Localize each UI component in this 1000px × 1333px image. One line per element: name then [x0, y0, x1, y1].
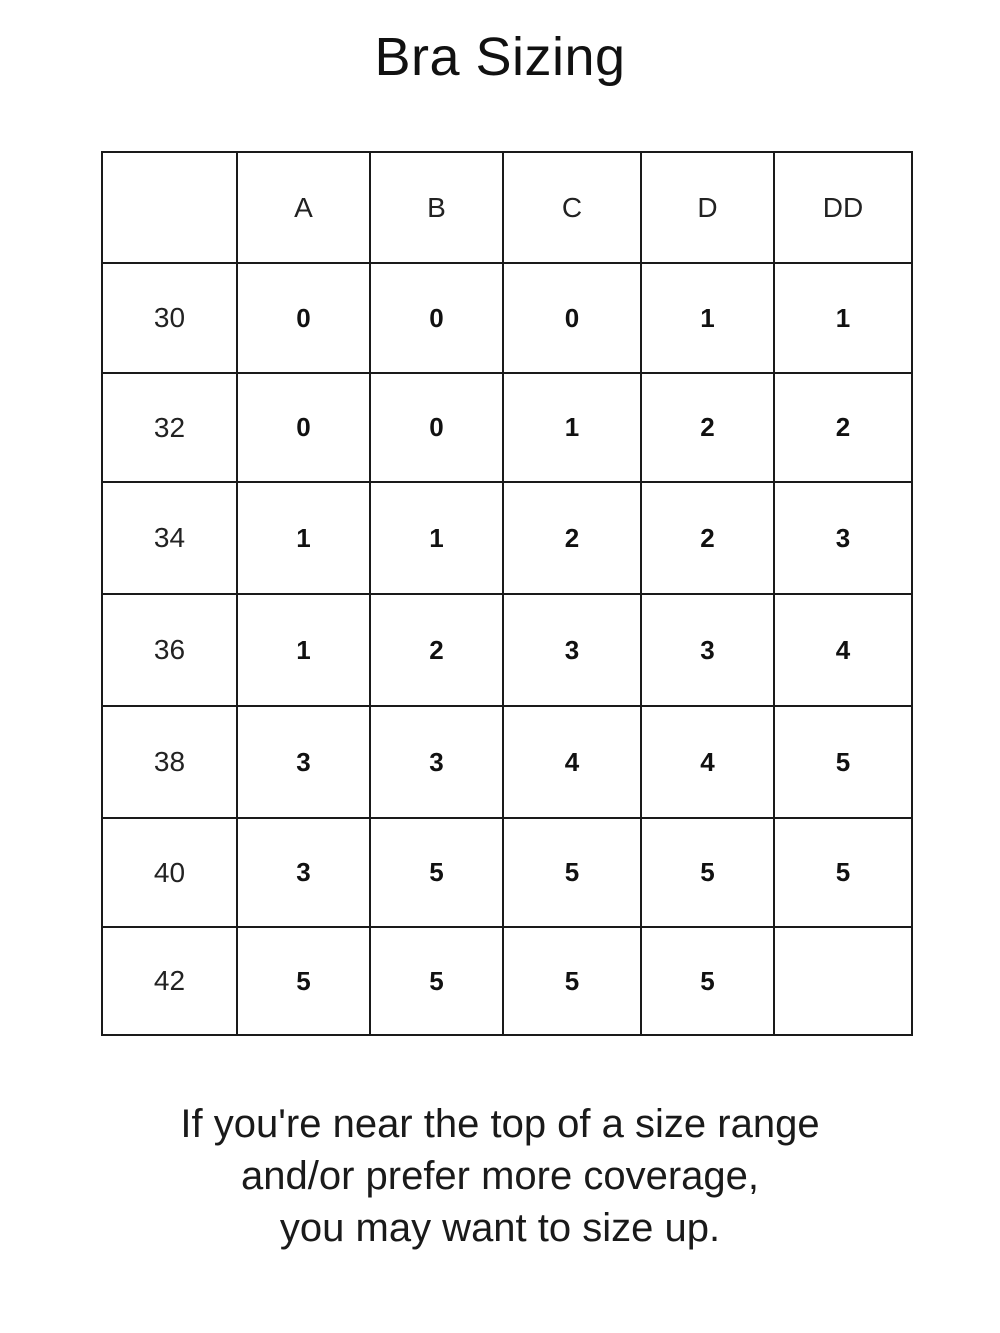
row-header: 42 [102, 927, 237, 1035]
sizing-note-line: you may want to size up. [279, 1206, 721, 1250]
column-header-d: D [641, 152, 774, 263]
table-cell: 3 [503, 594, 641, 706]
row-header: 34 [102, 482, 237, 594]
corner-cell [102, 152, 237, 263]
table-cell: 1 [503, 373, 641, 482]
table-cell: 2 [503, 482, 641, 594]
table-cell: 5 [774, 706, 912, 818]
row-header: 40 [102, 818, 237, 927]
size-chart-table [101, 151, 913, 1036]
table-cell: 2 [774, 373, 912, 482]
table-row [102, 927, 912, 1035]
sizing-note [0, 1098, 1000, 1254]
table-cell: 5 [774, 818, 912, 927]
table-cell: 1 [237, 482, 370, 594]
table-cell: 5 [370, 927, 503, 1035]
table-cell: 0 [237, 373, 370, 482]
row-header: 38 [102, 706, 237, 818]
column-header-dd: DD [774, 152, 912, 263]
table-cell: 0 [370, 373, 503, 482]
page-title: Bra Sizing [374, 27, 626, 87]
table-cell: 3 [237, 818, 370, 927]
table-row [102, 594, 912, 706]
table-cell: 1 [237, 594, 370, 706]
table-cell: 4 [503, 706, 641, 818]
table-cell: 0 [503, 263, 641, 373]
table-cell: 3 [641, 594, 774, 706]
row-header: 32 [102, 373, 237, 482]
table-header-row [102, 152, 912, 263]
table-cell: 1 [641, 263, 774, 373]
table-cell: 3 [370, 706, 503, 818]
table-cell: 2 [641, 482, 774, 594]
table-cell: 3 [774, 482, 912, 594]
column-header-c: C [503, 152, 641, 263]
table-row [102, 373, 912, 482]
table-cell: 5 [370, 818, 503, 927]
sizing-note-line: If you're near the top of a size range [180, 1102, 820, 1146]
table-cell: 2 [641, 373, 774, 482]
table-cell: 0 [370, 263, 503, 373]
table-cell: 2 [370, 594, 503, 706]
table-row [102, 818, 912, 927]
table-cell [774, 927, 912, 1035]
table-row [102, 263, 912, 373]
column-header-b: B [370, 152, 503, 263]
table-cell: 4 [641, 706, 774, 818]
table-cell: 5 [641, 927, 774, 1035]
table-cell: 5 [503, 818, 641, 927]
table-row [102, 482, 912, 594]
table-cell: 3 [237, 706, 370, 818]
row-header: 36 [102, 594, 237, 706]
table-cell: 1 [774, 263, 912, 373]
sizing-note-line: and/or prefer more coverage, [240, 1154, 760, 1198]
table-cell: 5 [237, 927, 370, 1035]
table-cell: 1 [370, 482, 503, 594]
column-header-a: A [237, 152, 370, 263]
row-header: 30 [102, 263, 237, 373]
table-row [102, 706, 912, 818]
table-cell: 5 [503, 927, 641, 1035]
table-cell: 0 [237, 263, 370, 373]
table-cell: 4 [774, 594, 912, 706]
table-cell: 5 [641, 818, 774, 927]
